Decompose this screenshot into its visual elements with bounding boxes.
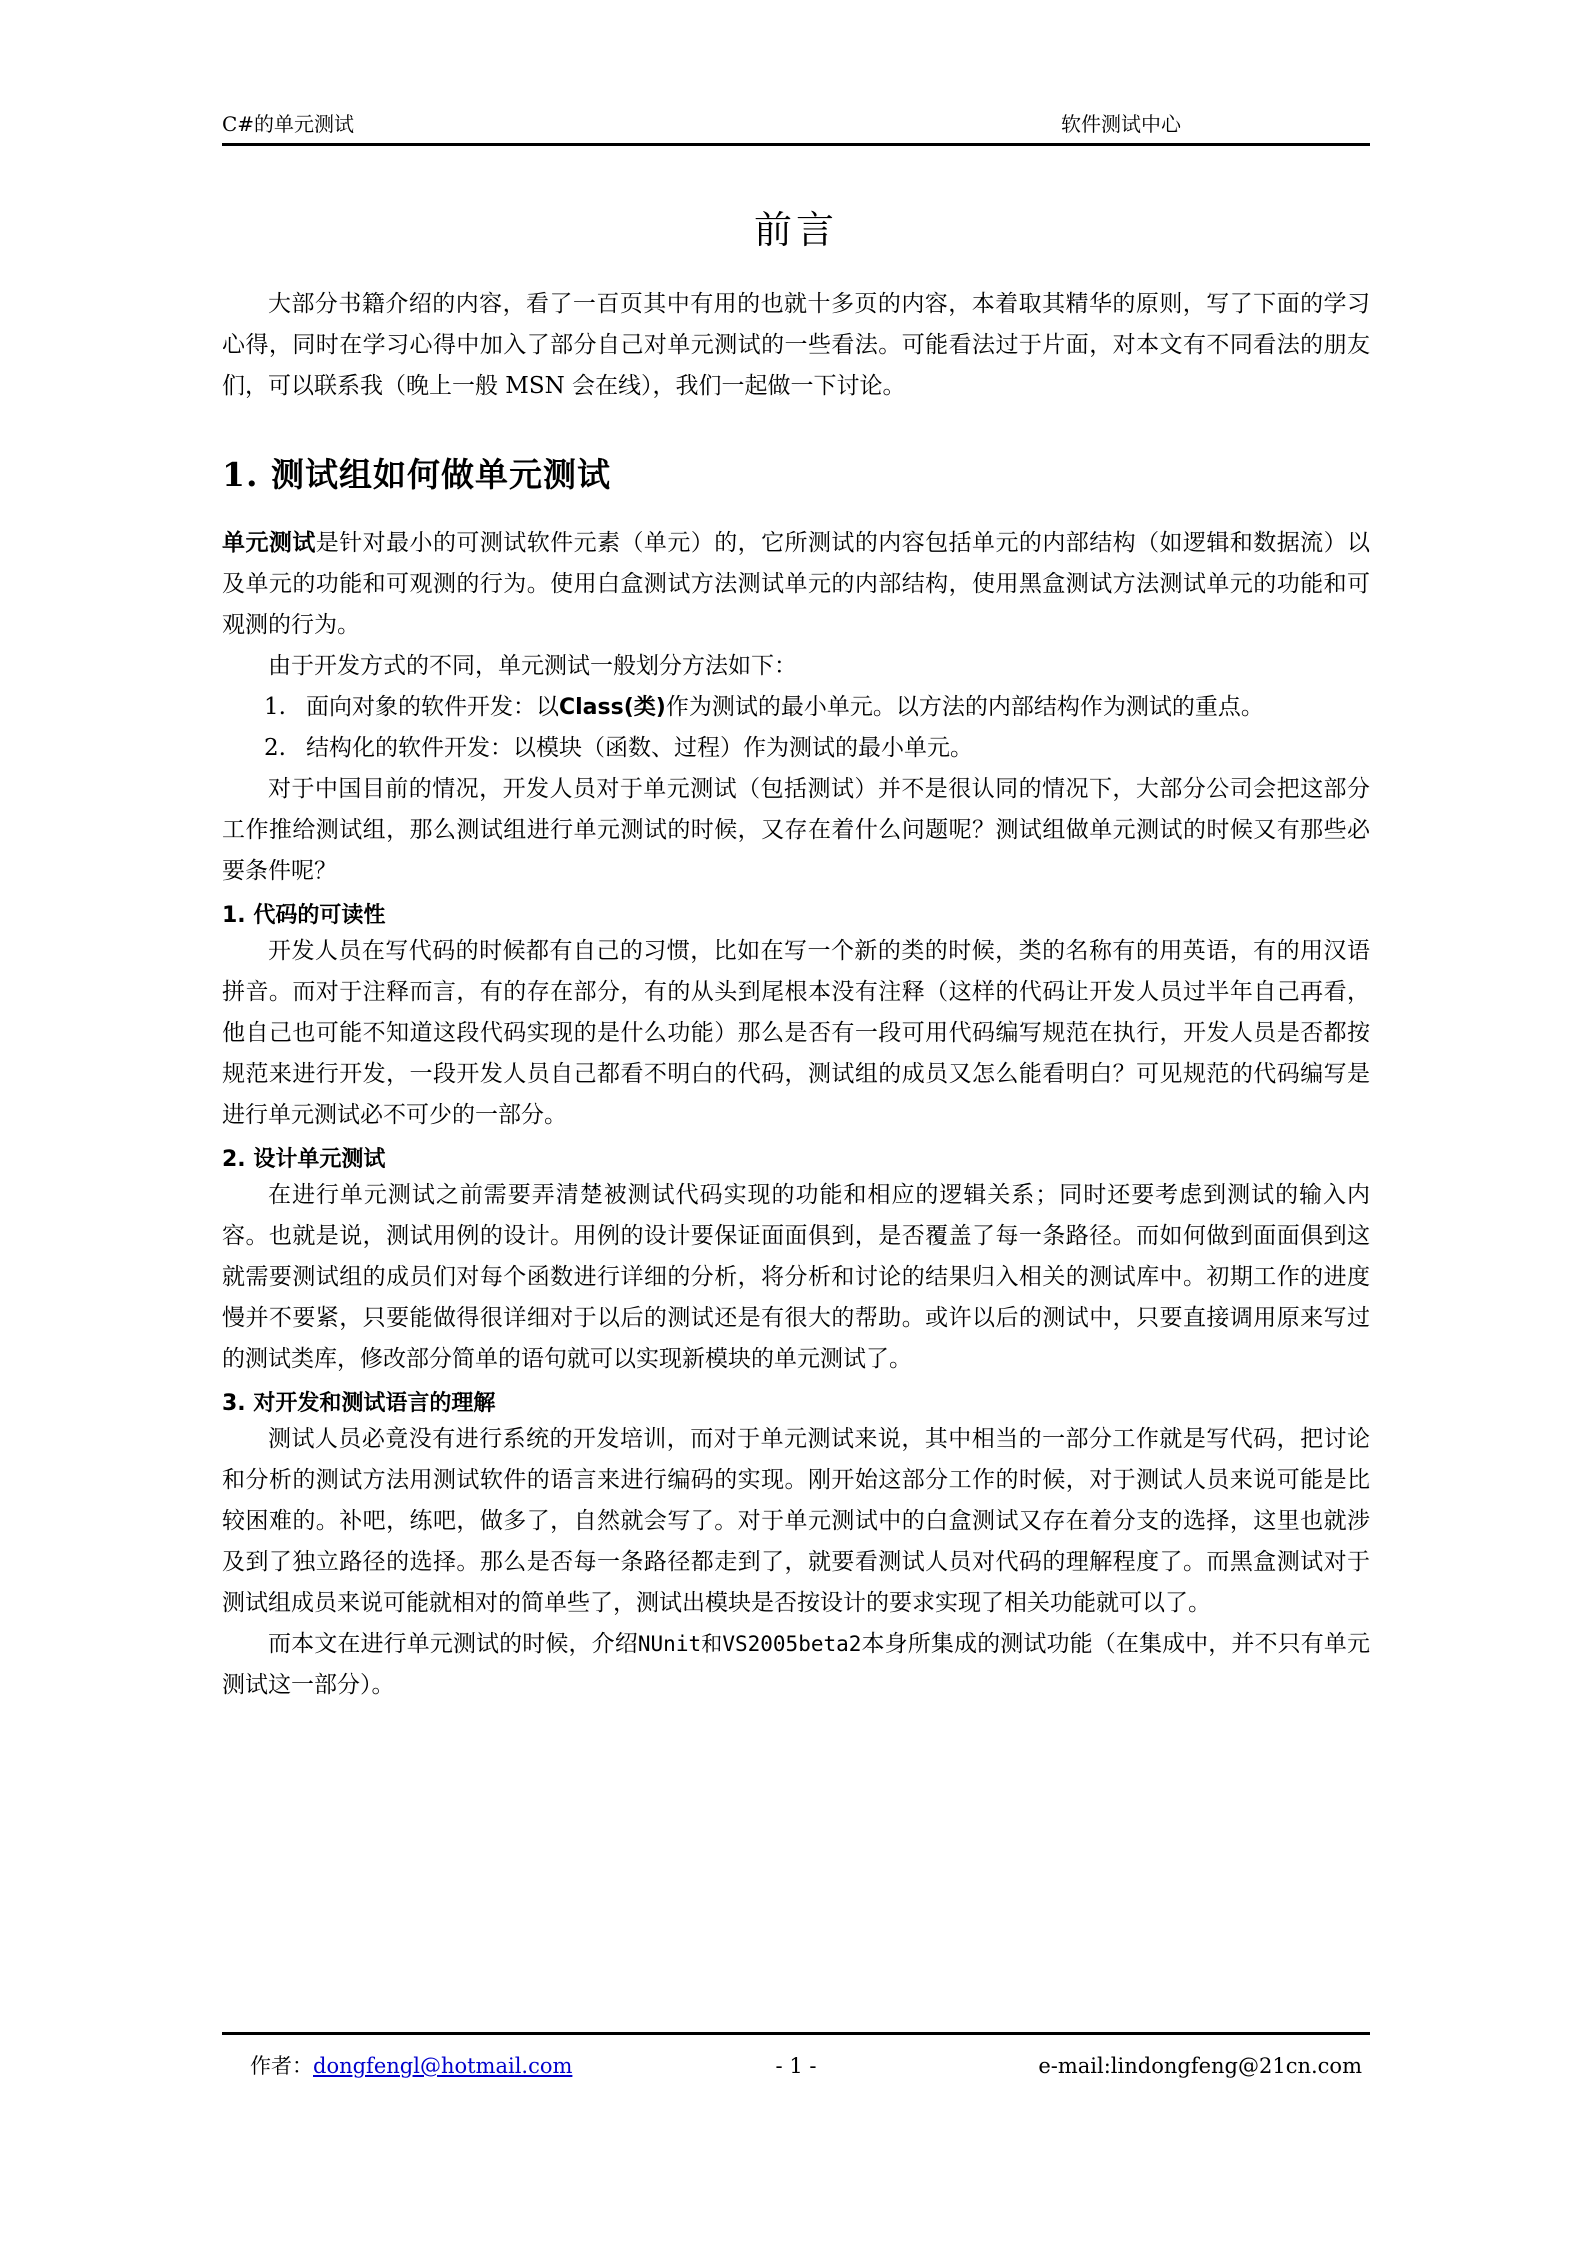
header-right-text: 软件测试中心: [1061, 112, 1181, 136]
author-email-link[interactable]: dongfengl@hotmail.com: [313, 2054, 573, 2078]
list-item-text-after: 作为测试的最小单元。以方法的内部结构作为测试的重点。: [665, 694, 1264, 720]
closing-tool-names: NUnit和VS2005beta2: [637, 1632, 862, 1656]
list-item-text-before: 面向对象的软件开发：以: [306, 694, 559, 720]
header-left-text: C#的单元测试: [222, 112, 355, 136]
section-heading-1: 1. 测试组如何做单元测试: [222, 455, 611, 494]
footer-contact-email: e-mail:lindongfeng@21cn.com: [1038, 2054, 1362, 2078]
sub-heading-2: 2. 设计单元测试: [222, 1147, 386, 1172]
running-header: [222, 112, 1370, 136]
division-method-list: [222, 687, 1370, 769]
list-intro-paragraph: 由于开发方式的不同，单元测试一般划分方法如下：: [268, 653, 797, 679]
preface-paragraph: 大部分书籍介绍的内容，看了一百页其中有用的也就十多页的内容，本着取其精华的原则，写了下面的学习心得，同时在学习心得中加入了部分自己对单元测试的一些看法。可能看法过于片面，对本文有不同看法的朋友们，可以联系我（晚上一般 MSN 会在线），我们一起做一下讨论。: [222, 291, 1370, 399]
list-item-text-before: 结构化的软件开发：以模块（函数、过程）作为测试的最小单元。: [306, 735, 973, 761]
closing-text-before: 而本文在进行单元测试的时候，介绍: [268, 1631, 638, 1657]
page-number: - 1 -: [775, 2054, 817, 2078]
closing-text-after: 本身所集成的测试功能（在集成中，并不只有单元测试这一部分）。: [222, 1631, 1371, 1698]
list-item: [222, 687, 1370, 728]
after-list-paragraph: 对于中国目前的情况，开发人员对于单元测试（包括测试）并不是很认同的情况下，大部分公司会把这部分工作推给测试组，那么测试组进行单元测试的时候，又存在着什么问题呢？测试组做单元测试的时候又有那些必要条件呢？: [222, 776, 1370, 884]
footer-author-label: 作者：: [250, 2054, 313, 2078]
list-item-number: 2.: [264, 735, 286, 761]
document-content: [222, 175, 1370, 1706]
running-footer: [222, 2046, 1370, 2086]
sub-body-2: 在进行单元测试之前需要弄清楚被测试代码实现的功能和相应的逻辑关系；同时还要考虑到测试的输入内容。也就是说，测试用例的设计。用例的设计要保证面面俱到，是否覆盖了每一条路径。而如何做到面面俱到这就需要测试组的成员们对每个函数进行详细的分析，将分析和讨论的结果归入相关的测试库中。初期工作的进度慢并不要紧，只要能做得很详细对于以后的测试还是有很大的帮助。或许以后的测试中，只要直接调用原来写过的测试类库，修改部分简单的语句就可以实现新模块的单元测试了。: [222, 1182, 1370, 1372]
list-item-emphasis: Class(类): [559, 695, 666, 720]
header-divider: [222, 143, 1370, 146]
closing-paragraph: [222, 1624, 1370, 1706]
page-title: 前言: [753, 208, 838, 252]
sub-body-1: 开发人员在写代码的时候都有自己的习惯，比如在写一个新的类的时候，类的名称有的用英语，有的用汉语拼音。而对于注释而言，有的存在部分，有的从头到尾根本没有注释（这样的代码让开发人员过半年自己再看，他自己也可能不知道这段代码实现的是什么功能）那么是否有一段可用代码编写规范在执行，开发人员是否都按规范来进行开发，一段开发人员自己都看不明白的代码，测试组的成员又怎么能看明白？可见规范的代码编写是进行单元测试必不可少的一部分。: [222, 938, 1370, 1128]
sub-heading-3: 3. 对开发和测试语言的理解: [222, 1391, 496, 1416]
sub-heading-1: 1. 代码的可读性: [222, 903, 386, 928]
definition-body: 是针对最小的可测试软件元素（单元）的，它所测试的内容包括单元的内部结构（如逻辑和数据流）以及单元的功能和可观测的行为。使用白盒测试方法测试单元的内部结构，使用黑盒测试方法测试单元的功能和可观测的行为。: [222, 530, 1370, 638]
definition-term: 单元测试: [222, 529, 316, 556]
list-item-number: 1.: [264, 694, 286, 720]
sub-body-3: 测试人员必竟没有进行系统的开发培训，而对于单元测试来说，其中相当的一部分工作就是写代码，把讨论和分析的测试方法用测试软件的语言来进行编码的实现。刚开始这部分工作的时候，对于测试人员来说可能是比较困难的。补吧，练吧，做多了，自然就会写了。对于单元测试中的白盒测试又存在着分支的选择，这里也就涉及到了独立路径的选择。那么是否每一条路径都走到了，就要看测试人员对代码的理解程度了。而黑盒测试对于测试组成员来说可能就相对的简单些了，测试出模块是否按设计的要求实现了相关功能就可以了。: [222, 1426, 1370, 1616]
unit-test-definition-paragraph: [222, 522, 1370, 646]
footer-divider: [222, 2032, 1370, 2035]
list-item: [222, 728, 1370, 769]
